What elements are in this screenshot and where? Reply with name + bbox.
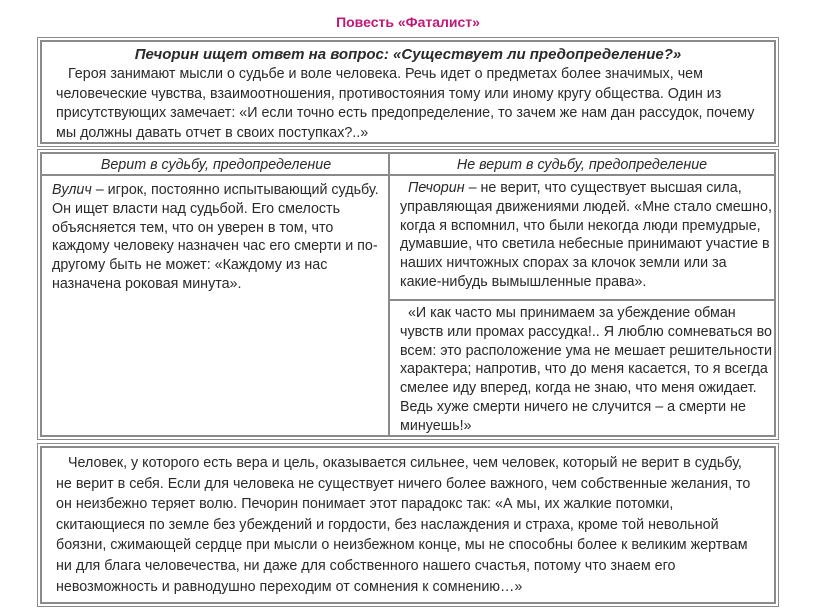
question-text: Героя занимают мысли о судьбе и воле человека. Речь идет о предметах более значимых, чем человеческие чувства, взаимоотношения, противостояния тому или иному кругу общества. Один из присутствующих замечает: «И если точно есть предопределение, то зачем же нам дан рассудок, почему мы должны давать отчет в своих поступках?..»: [56, 66, 755, 141]
column-divider: [388, 154, 390, 435]
comparison-table: [40, 152, 776, 437]
pechorin-name: Печорин: [407, 180, 465, 196]
disbelieves-column-header: Не верит в судьбу, предопределение: [390, 154, 774, 176]
conclusion-box: [40, 446, 776, 604]
question-box: [40, 40, 776, 144]
believes-column-header: Верит в судьбу, предопределение: [42, 154, 390, 176]
pechorin-cell: [400, 179, 772, 292]
pechorin-quote-cell: [400, 304, 772, 436]
conclusion-text: Человек, у которого есть вера и цель, оказывается сильнее, чем человек, который не верит в судьбу, не верит в себя. Если для человека не существует ничего более важного, чем собственные желания, то он неизбежно теряет волю. Печорин понимает этот парадокс так: «А мы, их жалкие потомки, скитающиеся по земле без убеждений и гордости, без наслаждения и страха, кроме той невольной боязни, сжимающей сердце при мысли о неизбежном конце, мы не способны более к великим жертвам ни для блага человечества, ни даже для собственного нашего счастья, потому что знаем его невозможность и равнодушно переходим от сомнения к сомнению…»: [56, 455, 751, 595]
vulich-cell: [52, 181, 382, 294]
page-title: Повесть «Фаталист»: [336, 14, 480, 30]
vulich-name: Вулич: [52, 182, 92, 198]
row-divider: [390, 299, 774, 301]
pechorin-quote: «И как часто мы принимаем за убеждение обман чувств или промах рассудка!.. Я люблю сомневаться во всем: это расположение ума не мешает решительности характера; напротив, что до меня касается, то я всегда смелее иду вперед, когда не знаю, что меня ожидает. Ведь хуже смерти ничего не случится – а смерти не минуешь!»: [400, 305, 772, 434]
question-heading: Печорин ищет ответ на вопрос: «Существует ли предопределение?»: [134, 46, 682, 63]
vulich-text: – игрок, постоянно испытывающий судьбу. Он ищет власти над судьбой. Его смелость объясняется тем, что он уверен в том, что каждому человеку назначен час его смерти и по-другому быть не может: «Каждому из нас назначена роковая минута».: [52, 182, 379, 292]
pechorin-text: – не верит, что существует высшая сила, управляющая движениями людей. «Мне стало смешно, когда я вспомнил, что были некогда люди премудрые, думавшие, что светила небесные принимают участие в наших ничтожных спорах за клочок земли или за какие-нибудь вымышленные права».: [400, 180, 772, 290]
